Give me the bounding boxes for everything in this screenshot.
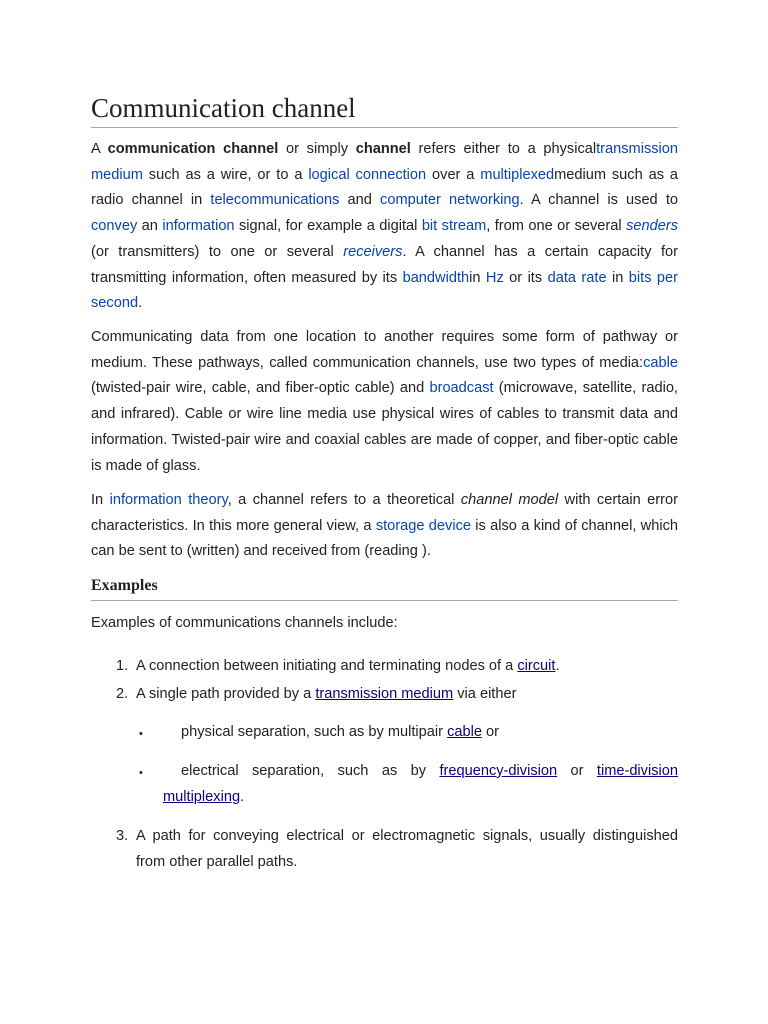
link-logical-connection[interactable]: logical connection — [308, 166, 427, 183]
text: refers either to a physical — [410, 141, 597, 157]
link-bandwidth[interactable]: bandwidth — [402, 269, 470, 286]
text: . A channel is used to — [519, 192, 678, 209]
text: is also a kind of channel, which can be sent to (written) and received from (reading ). — [91, 517, 678, 560]
bullet-icon: • — [139, 767, 143, 779]
text: A connection between initiating and terminating nodes of a — [136, 658, 518, 674]
text: (or transmitters) to one or several — [91, 243, 344, 260]
text: via either — [453, 686, 517, 702]
link-hz[interactable]: Hz — [485, 269, 504, 286]
link-broadcast[interactable]: broadcast — [429, 380, 494, 397]
text: . — [138, 295, 143, 312]
link-computer-networking[interactable]: computer networking — [380, 192, 520, 209]
text: A — [91, 141, 108, 157]
text: an — [137, 218, 163, 235]
text: in — [469, 269, 486, 286]
sub-item-text — [181, 720, 678, 746]
text: signal, for example a digital — [234, 218, 422, 235]
list-item-text: A path for conveying electrical or electromagnetic signals, usually distinguished from other parallel paths. — [136, 828, 678, 870]
text: such as a wire, or to a — [142, 166, 309, 183]
bullet-icon: • — [139, 728, 143, 740]
text: . A channel has a certain capacity for transmitting information, often measured by its — [91, 243, 679, 286]
link-frequency-division[interactable]: frequency-division — [439, 763, 558, 779]
text: (twisted-pair wire, cable, and fiber-optic cable) and — [91, 380, 430, 397]
text: and — [339, 192, 381, 209]
link-bits-per-second[interactable]: bits per second — [91, 269, 679, 312]
list-number: 1. — [116, 658, 129, 674]
list-item-text — [136, 682, 678, 708]
text: or simply — [278, 141, 356, 157]
link-multiplexing[interactable]: multiplexing — [163, 788, 241, 805]
link-time-division[interactable]: time-division — [596, 763, 678, 779]
text: with certain error characteristics. In this more general view, a — [91, 492, 678, 534]
page-title: Communication channel — [91, 92, 678, 128]
text: . — [555, 658, 560, 674]
bold-term: channel — [355, 141, 411, 157]
media-paragraph — [91, 325, 678, 479]
text: , from one or several — [486, 218, 627, 235]
link-storage-device[interactable]: storage device — [375, 517, 471, 534]
text: or its — [503, 269, 548, 286]
link-information[interactable]: information — [162, 218, 235, 235]
link-circuit[interactable]: circuit — [517, 658, 556, 674]
text: or — [557, 763, 597, 779]
examples-intro: Examples of communications channels include: — [91, 615, 398, 631]
text: In — [91, 492, 110, 508]
link-transmission-medium[interactable]: transmission medium — [315, 686, 454, 702]
text: or — [481, 724, 499, 740]
list-number: 3. — [116, 828, 129, 844]
link-information-theory[interactable]: information theory — [109, 492, 228, 508]
text: medium such as a radio channel in — [91, 166, 678, 209]
text: physical separation, such as by multipair — [181, 724, 448, 740]
text: in — [606, 269, 629, 286]
link-cable[interactable]: cable — [643, 354, 678, 371]
intro-paragraph — [91, 137, 678, 317]
link-bit-stream[interactable]: bit stream — [421, 218, 487, 235]
section-heading-examples: Examples — [91, 576, 678, 601]
list-number: 2. — [116, 686, 129, 702]
link-multiplexed[interactable]: multiplexed — [480, 166, 555, 183]
link-data-rate[interactable]: data rate — [547, 269, 607, 286]
list-item-text — [136, 654, 678, 680]
italic-term: channel model — [460, 492, 559, 508]
text: . — [240, 788, 245, 805]
link-cable[interactable]: cable — [447, 724, 482, 740]
bold-term: communication channel — [107, 141, 279, 157]
link-receivers[interactable]: receivers — [343, 243, 403, 260]
text: (microwave, satellite, radio, and infrared). Cable or wire line media use physical wires of cables to transmit data and information. Twisted-pair wire and coaxial cables are made of copper, and fiber-optic cable is made of glass. — [91, 380, 678, 474]
link-telecommunications[interactable]: telecommunications — [210, 192, 340, 209]
link-transmission-medium[interactable]: transmission medium — [91, 141, 679, 183]
link-convey[interactable]: convey — [91, 218, 138, 235]
link-senders[interactable]: senders — [626, 218, 678, 235]
text: A single path provided by a — [136, 686, 316, 702]
sub-item-text — [163, 759, 678, 810]
text: electrical separation, such as by — [181, 763, 440, 779]
text: , a channel refers to a theoretical — [227, 492, 461, 508]
text: over a — [426, 166, 481, 183]
information-theory-paragraph — [91, 488, 678, 565]
text: Communicating data from one location to another requires some form of pathway or medium. These pathways, called communication channels, use two types of media: — [91, 329, 678, 371]
